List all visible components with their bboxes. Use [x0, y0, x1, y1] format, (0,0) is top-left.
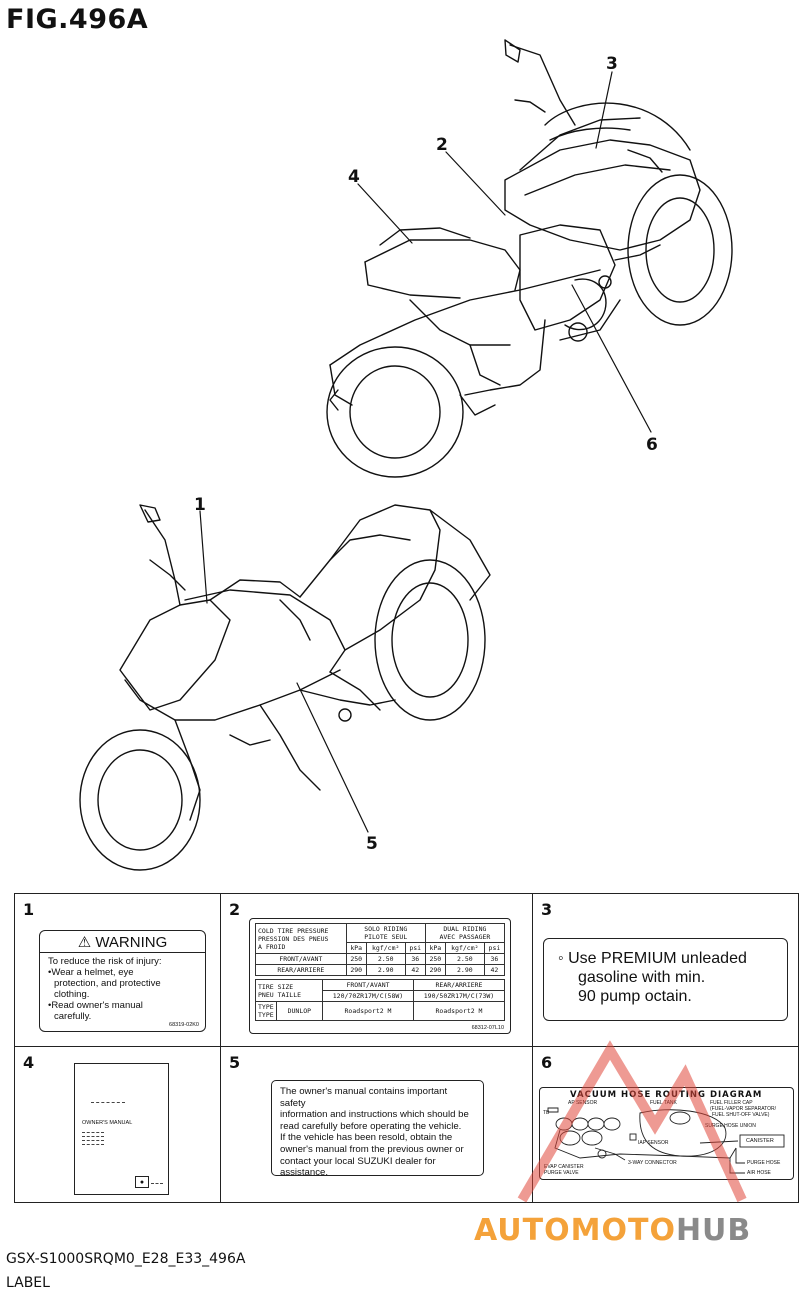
panel-4 — [14, 1046, 221, 1203]
premium-line: 90 pump octain. — [578, 988, 692, 1005]
value-cell: 42 — [405, 965, 425, 976]
panel-number: 2 — [229, 900, 241, 919]
separator-label: (FUEL-VAPOR SEPARATOR/ — [710, 1106, 777, 1112]
dual-riding-header: DUAL RIDING AVEC PASSAGER — [425, 924, 504, 943]
iap-sensor-label: IAP SENSOR — [638, 1140, 669, 1146]
watermark-logo-icon — [510, 1030, 750, 1210]
figure-title: FIG.496A — [6, 4, 149, 35]
unit-cell: kPa — [425, 943, 445, 954]
value-cell: 250 — [346, 954, 366, 965]
warning-line: carefully. — [54, 1011, 92, 1022]
solo-riding-header: SOLO RIDING PILOTE SEUL — [346, 924, 425, 943]
cold-tire-pressure-header: COLD TIRE PRESSURE PRESSION DES PNEUS A FROID — [256, 924, 347, 954]
part-code: 68312-07L10 — [471, 1025, 504, 1031]
panel-number: 5 — [229, 1053, 241, 1072]
manual-title: OWNER'S MANUAL — [82, 1120, 133, 1126]
panel-1 — [14, 893, 221, 1047]
owners-manual-notice-label — [271, 1080, 484, 1179]
logo-triangle — [522, 1050, 742, 1200]
tire-pressure-table — [255, 923, 505, 976]
purge-valve-label: PURGE VALVE — [544, 1170, 579, 1176]
warning-line: To reduce the risk of injury: — [48, 956, 162, 967]
value-cell: 250 — [425, 954, 445, 965]
canister-label: CANISTER — [746, 1138, 774, 1144]
panel-2 — [220, 893, 533, 1047]
size-rear: 190/50ZR17M/C(73W) — [414, 991, 505, 1002]
unit-cell: psi — [484, 943, 504, 954]
motorcycle-bottom-view — [80, 505, 490, 870]
warning-line: protection, and protective — [54, 978, 161, 989]
premium-line: ◦ Use PREMIUM unleaded — [558, 950, 747, 967]
panel-5 — [220, 1046, 533, 1203]
warning-label — [39, 930, 206, 1032]
shutoff-label: FUEL SHUT-OFF VALVE) — [712, 1112, 770, 1118]
value-cell: 2.90 — [366, 965, 405, 976]
motorcycle-top-view — [327, 40, 732, 477]
unit-cell: kgf/cm² — [445, 943, 484, 954]
panel-number: 4 — [23, 1053, 35, 1072]
panel-number: 3 — [541, 900, 553, 919]
callout-6: 6 — [646, 435, 658, 455]
evap-label: EVAP CANISTER — [544, 1164, 584, 1170]
tire-size-table — [255, 979, 505, 1021]
footer-section: LABEL — [6, 1275, 50, 1291]
callout-3: 3 — [606, 54, 618, 74]
three-way-label: 3-WAY CONNECTOR — [628, 1160, 677, 1166]
callout-4: 4 — [348, 167, 360, 187]
type-front: Roadsport2 M — [323, 1002, 414, 1021]
book-icon: ● — [135, 1176, 149, 1188]
value-cell: 2.50 — [366, 954, 405, 965]
air-hose-label: AIR HOSE — [747, 1170, 771, 1176]
vacuum-title: VACUUM HOSE ROUTING DIAGRAM — [570, 1090, 763, 1100]
panel-number: 1 — [23, 900, 35, 919]
watermark-text-b: HUB — [675, 1213, 752, 1248]
warning-triangle-icon: ⚠ — [77, 934, 92, 951]
unit-cell: kgf/cm² — [366, 943, 405, 954]
value-cell: 2.50 — [445, 954, 484, 965]
footer-model-code: GSX-S1000SRQM0_E28_E33_496A — [6, 1251, 246, 1267]
type-rear: Roadsport2 M — [414, 1002, 505, 1021]
size-rear-head: REAR/ARRIERE — [414, 980, 505, 991]
tire-size-label: TIRE SIZE PNEU TAILLE — [256, 980, 323, 1002]
tire-pressure-label — [249, 918, 511, 1034]
warning-line: •Read owner's manual — [48, 1000, 143, 1011]
brand: DUNLOP — [287, 1007, 312, 1015]
value-cell: 2.90 — [445, 965, 484, 976]
callout-1: 1 — [194, 495, 206, 515]
rear-label: REAR/ARRIERE — [256, 965, 347, 976]
warning-title: WARNING — [95, 934, 168, 951]
callout-5: 5 — [366, 834, 378, 854]
value-cell: 290 — [346, 965, 366, 976]
size-front-head: FRONT/AVANT — [323, 980, 414, 991]
manual-cover-line — [91, 1102, 125, 1103]
panel-3 — [532, 893, 799, 1047]
value-cell: 36 — [405, 954, 425, 965]
notice-text: The owner's manual contains important safety information and instructions which should be read carefully before operating the vehicle. If the vehicle has been resold, obtain the owner's manual from the previous owner or contact your local SUZUKI dealer for assistance. — [280, 1086, 469, 1179]
type-label: TYPE TYPE DUNLOP — [256, 1002, 323, 1021]
size-front: 120/70ZR17M/C(58W) — [323, 991, 414, 1002]
owners-manual-booklet — [74, 1063, 169, 1195]
unit-cell: kPa — [346, 943, 366, 954]
tb-label: TB — [543, 1110, 550, 1116]
value-cell: 290 — [425, 965, 445, 976]
value-cell: 36 — [484, 954, 504, 965]
warning-body — [40, 953, 205, 1025]
unit-cell: psi — [405, 943, 425, 954]
leader-lines — [200, 72, 651, 832]
value-cell: 42 — [484, 965, 504, 976]
warning-line: •Wear a helmet, eye — [48, 967, 134, 978]
callout-2: 2 — [436, 135, 448, 155]
panel-number: 6 — [541, 1053, 553, 1072]
watermark-text-a: AUTOMOTO — [474, 1213, 676, 1248]
premium-line: gasoline with min. — [578, 969, 706, 986]
purge-hose-label: PURGE HOSE — [747, 1160, 781, 1166]
warning-header — [40, 931, 205, 953]
warning-line: clothing. — [54, 989, 90, 1000]
watermark-text — [474, 1213, 751, 1248]
premium-fuel-label — [543, 938, 788, 1021]
ap-sensor-label: AP SENSOR — [568, 1100, 598, 1106]
front-label: FRONT/AVANT — [256, 954, 347, 965]
fuel-filler-cap-label: FUEL FILLER CAP — [710, 1100, 753, 1106]
surge-union-label: SURGE HOSE UNION — [705, 1123, 756, 1129]
part-code: 68319-02K0 — [169, 1022, 199, 1028]
fuel-tank-label: FUEL TANK — [650, 1100, 677, 1106]
